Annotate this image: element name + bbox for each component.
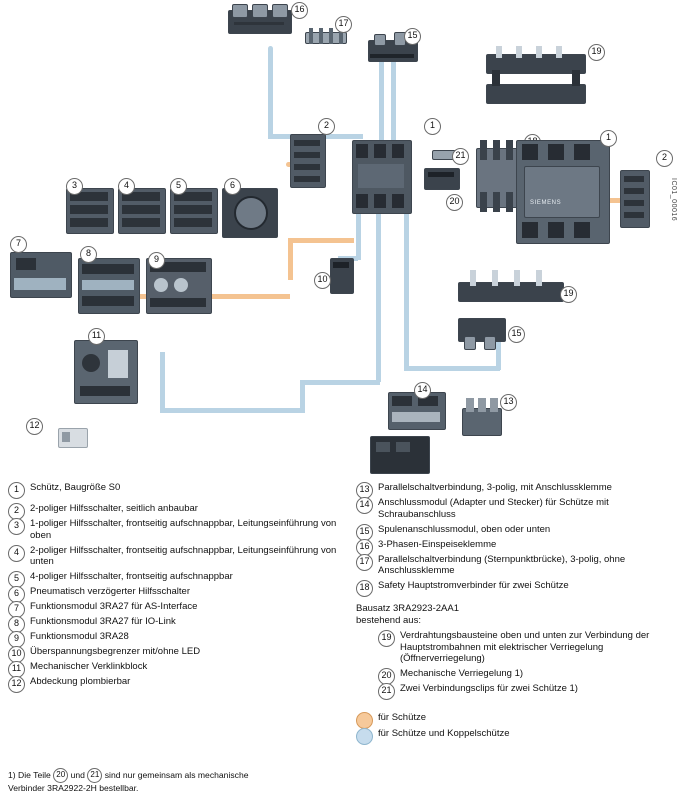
device-16 bbox=[228, 4, 290, 36]
legend-item-4 bbox=[8, 545, 338, 568]
callout-10: 10 bbox=[314, 272, 331, 289]
legend-callout-11: 11 bbox=[8, 661, 25, 678]
legend-callout-1: 1 bbox=[8, 482, 25, 499]
callout-4: 4 bbox=[118, 178, 135, 195]
device-2-left bbox=[290, 134, 324, 186]
legend-text-9: Funktionsmodul 3RA28 bbox=[30, 631, 129, 643]
footnote-post: sind nur gemeinsam als mechanische bbox=[104, 769, 249, 780]
footnote bbox=[8, 768, 328, 793]
device-2-right bbox=[620, 170, 648, 226]
legend-text-12: Abdeckung plombierbar bbox=[30, 676, 131, 688]
footnote-mid: und bbox=[70, 769, 85, 780]
legend-text-20: Mechanische Verriegelung 1) bbox=[400, 668, 524, 680]
legend-callout-5: 5 bbox=[8, 571, 25, 588]
legend-text-15: Spulenanschlussmodul, oben oder unten bbox=[378, 523, 551, 535]
callout-9: 9 bbox=[148, 252, 165, 269]
device-12 bbox=[58, 428, 86, 446]
legend-text-3: 1-poliger Hilfsschalter, frontseitig aufschnappbar, Leitungseinführung von oben bbox=[30, 517, 337, 541]
device-14 bbox=[388, 392, 444, 428]
legend-callout-12: 12 bbox=[8, 676, 25, 693]
key-blue-label: für Schütze und Koppelschütze bbox=[378, 728, 510, 740]
callout-17: 17 bbox=[335, 16, 352, 33]
callout-14: 14 bbox=[414, 382, 431, 399]
legend-callout-8: 8 bbox=[8, 616, 25, 633]
callout-11: 11 bbox=[88, 328, 105, 345]
device-13 bbox=[462, 398, 500, 436]
legend-callout-20: 20 bbox=[378, 668, 395, 685]
callout-7: 7 bbox=[10, 236, 27, 253]
device-18 bbox=[476, 140, 518, 212]
legend-item-5 bbox=[8, 571, 338, 583]
key-orange bbox=[356, 712, 676, 724]
callout-6: 6 bbox=[224, 178, 241, 195]
device-15-bottom bbox=[458, 318, 504, 348]
legend-text-2: 2-poliger Hilfsschalter, seitlich anbaubar bbox=[30, 502, 198, 514]
device-1-center bbox=[352, 140, 410, 212]
callout-1-center: 1 bbox=[424, 118, 441, 135]
wire-orange-mid bbox=[288, 238, 354, 243]
legend-callout-17: 17 bbox=[356, 554, 373, 571]
legend-callout-3: 3 bbox=[8, 518, 25, 535]
legend-text-17: Parallelschaltverbindung (Sternpunktbrücke), 3-polig, ohne Anschlussklemme bbox=[378, 553, 626, 577]
legend-item-20 bbox=[378, 668, 676, 680]
wire-15-down-2 bbox=[391, 62, 396, 140]
callout-12: 12 bbox=[26, 418, 43, 435]
legend-callout-4: 4 bbox=[8, 545, 25, 562]
legend-item-15 bbox=[356, 524, 676, 536]
key-blue bbox=[356, 728, 676, 740]
device-19-bottom bbox=[458, 268, 562, 304]
callout-5: 5 bbox=[170, 178, 187, 195]
legend-callout-7: 7 bbox=[8, 601, 25, 618]
legend-text-5: 4-poliger Hilfsschalter, frontseitig aufschnappbar bbox=[30, 571, 233, 583]
wire-15-down bbox=[379, 62, 384, 140]
callout-19-top: 19 bbox=[588, 44, 605, 61]
wire-mid-h bbox=[300, 380, 380, 385]
callout-19-bottom: 19 bbox=[560, 286, 577, 303]
wire-11-up bbox=[160, 352, 165, 410]
legend-callout-21: 21 bbox=[378, 683, 395, 700]
callout-8: 8 bbox=[80, 246, 97, 263]
legend-item-11 bbox=[8, 661, 338, 673]
legend-callout-9: 9 bbox=[8, 631, 25, 648]
wire-to-13 bbox=[404, 366, 500, 371]
legend-item-16 bbox=[356, 539, 676, 551]
footnote-line2: Verbinder 3RA2922-2H bestellbar. bbox=[8, 783, 139, 793]
wire-orange-v bbox=[288, 238, 293, 280]
legend-text-21: Zwei Verbindungsclips für zwei Schütze 1) bbox=[400, 683, 578, 695]
legend-item-17 bbox=[356, 554, 676, 577]
legend-text-8: Funktionsmodul 3RA27 für IO-Link bbox=[30, 616, 176, 628]
wire-11-h bbox=[160, 408, 305, 413]
legend-callout-16: 16 bbox=[356, 539, 373, 556]
device-7 bbox=[10, 252, 70, 296]
legend-callout-6: 6 bbox=[8, 586, 25, 603]
image-code: IC01_00016 bbox=[670, 178, 677, 222]
device-1-right bbox=[516, 140, 608, 242]
legend-callout-15: 15 bbox=[356, 524, 373, 541]
wire-mid-v2 bbox=[300, 380, 305, 410]
footnote-callout-20: 20 bbox=[53, 768, 68, 783]
legend-item-13 bbox=[356, 482, 676, 494]
legend-item-3 bbox=[8, 518, 338, 541]
legend-column-2 bbox=[356, 482, 676, 744]
legend-item-19 bbox=[378, 630, 676, 665]
device-21 bbox=[432, 146, 454, 164]
legend-item-8 bbox=[8, 616, 338, 628]
legend-text-6: Pneumatisch verzögerter Hilfsschalter bbox=[30, 586, 190, 598]
footnote-callout-21: 21 bbox=[87, 768, 102, 783]
legend-column-1 bbox=[8, 482, 338, 691]
key-blue-swatch bbox=[356, 728, 373, 745]
key-orange-label: für Schütze bbox=[378, 712, 427, 724]
legend-callout-2: 2 bbox=[8, 503, 25, 520]
device-11 bbox=[74, 340, 136, 402]
callout-13: 13 bbox=[500, 394, 517, 411]
legend-text-14: Anschlussmodul (Adapter und Stecker) für Schütze mit Schraubanschluss bbox=[378, 496, 609, 520]
legend-callout-14: 14 bbox=[356, 497, 373, 514]
legend-item-9 bbox=[8, 631, 338, 643]
callout-21: 21 bbox=[452, 148, 469, 165]
legend-item-10 bbox=[8, 646, 338, 658]
legend-text-18: Safety Hauptstromverbinder für zwei Schütze bbox=[378, 580, 569, 592]
legend-text-19: Verdrahtungsbausteine oben und unten zur Verbindung der Hauptstrombahnen mit elektrischer Verriegelung (Öffnerverriegelung) bbox=[400, 630, 650, 665]
device-10 bbox=[330, 258, 352, 292]
device-19-top bbox=[486, 44, 584, 106]
wire-16-to-hub bbox=[268, 46, 273, 138]
legend-callout-19: 19 bbox=[378, 630, 395, 647]
callout-1-right: 1 bbox=[600, 130, 617, 147]
callout-15-bottom: 15 bbox=[508, 326, 525, 343]
legend-item-6 bbox=[8, 586, 338, 598]
footnote-pre: 1) Die Teile bbox=[8, 769, 51, 780]
legend-item-14 bbox=[356, 497, 676, 520]
legend-text-7: Funktionsmodul 3RA27 für AS-Interface bbox=[30, 601, 198, 613]
legend-text-4: 2-poliger Hilfsschalter, frontseitig aufschnappbar, Leitungseinführung von unten bbox=[30, 544, 337, 568]
legend-item-7 bbox=[8, 601, 338, 613]
brand-label: SIEMENS bbox=[530, 200, 562, 206]
legend-callout-13: 13 bbox=[356, 482, 373, 499]
key-orange-swatch bbox=[356, 712, 373, 729]
legend-text-16: 3-Phasen-Einspeiseklemme bbox=[378, 538, 497, 550]
wire-mid-down bbox=[376, 196, 381, 382]
legend-item-21 bbox=[378, 683, 676, 695]
device-20 bbox=[424, 168, 458, 192]
callout-16: 16 bbox=[291, 2, 308, 19]
legend-item-12 bbox=[8, 676, 338, 688]
legend-text-11: Mechanischer Verklinkblock bbox=[30, 661, 148, 673]
device-bottom-black bbox=[370, 436, 428, 472]
callout-15-top: 15 bbox=[404, 28, 421, 45]
kit-heading: Bausatz 3RA2923-2AA1 bbox=[356, 603, 459, 615]
legend-text-13: Parallelschaltverbindung, 3-polig, mit Anschlussklemme bbox=[378, 482, 612, 493]
kit-sub: bestehend aus: bbox=[356, 614, 421, 626]
callout-2-right: 2 bbox=[656, 150, 673, 167]
legend-item-18 bbox=[356, 580, 676, 592]
device-6 bbox=[222, 188, 276, 236]
callout-2-left: 2 bbox=[318, 118, 335, 135]
callout-20: 20 bbox=[446, 194, 463, 211]
device-8 bbox=[78, 258, 138, 312]
legend-callout-18: 18 bbox=[356, 580, 373, 597]
legend-text-1: Schütz, Baugröße S0 bbox=[30, 482, 121, 493]
legend-item-1 bbox=[8, 482, 338, 494]
legend-text-10: Überspannungsbegrenzer mit/ohne LED bbox=[30, 646, 201, 658]
legend-callout-10: 10 bbox=[8, 646, 25, 663]
legend-item-2 bbox=[8, 503, 338, 515]
callout-3: 3 bbox=[66, 178, 83, 195]
